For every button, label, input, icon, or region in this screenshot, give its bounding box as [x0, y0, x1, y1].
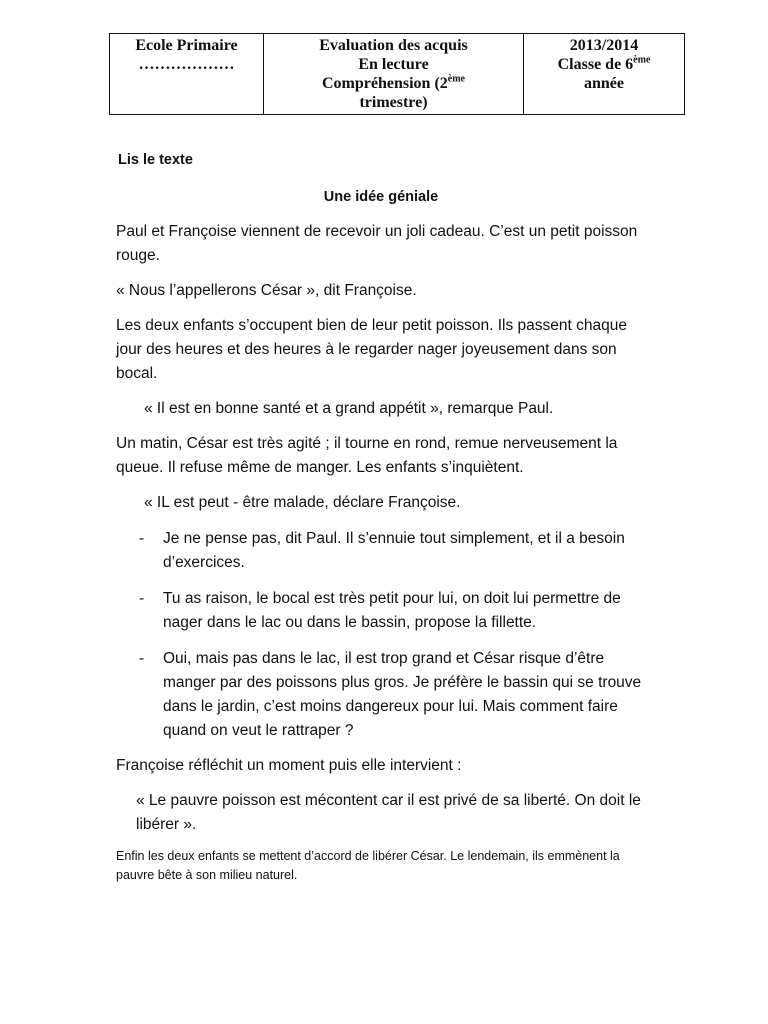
- school-label: Ecole Primaire: [135, 37, 238, 54]
- paragraph-5: Un matin, César est très agité ; il tourne en rond, remue nerveusement la queue. Il refuse même de manger. Les enfants s’inquiètent.: [116, 435, 618, 476]
- ordinal-superscript: ème: [447, 73, 465, 85]
- dialogue-text: Tu as raison, le bocal est très petit pour lui, on doit lui permettre de nager dans le lac ou dans le bassin, propose la fillette.: [163, 590, 621, 631]
- evaluation-title: Evaluation des acquis: [319, 37, 468, 54]
- evaluation-term: trimestre): [359, 94, 428, 111]
- reading-text: [116, 146, 646, 885]
- evaluation-type: Compréhension (2ème: [322, 73, 465, 92]
- dialogue-item: [116, 647, 646, 743]
- ordinal-superscript: ème: [633, 54, 651, 66]
- instruction: Lis le texte: [118, 152, 193, 168]
- dialogue-text: Oui, mais pas dans le lac, il est trop grand et César risque d’être manger par des poissons plus gros. Je préfère le bassin qui se trouve dans le jardin, c’est moins dangereux pour lui. Mais comment faire quand on veut le rattraper ?: [163, 650, 642, 739]
- evaluation-subject: En lecture: [358, 56, 429, 73]
- dash-marker: -: [139, 590, 145, 607]
- paragraph-7: Françoise réfléchit un moment puis elle intervient :: [116, 757, 462, 774]
- header-table: [109, 33, 685, 115]
- dash-marker: -: [139, 530, 145, 547]
- paragraph-3: Les deux enfants s’occupent bien de leur petit poisson. Ils passent chaque jour des heures et des heures à le regarder nager joyeusement dans son bocal.: [116, 317, 627, 382]
- school-name-blank: ………………: [138, 56, 235, 73]
- school-cell: [110, 34, 264, 115]
- paragraph-9: Enfin les deux enfants se mettent d’accord de libérer César. Le lendemain, ils emmènent la pauvre bête à son milieu naturel.: [116, 849, 620, 882]
- paragraph-4: « Il est en bonne santé et a grand appétit », remarque Paul.: [144, 400, 554, 417]
- dialogue-item: [116, 527, 646, 575]
- story-title: Une idée géniale: [323, 189, 439, 205]
- dialogue-list: [116, 527, 646, 743]
- year-class-cell: [524, 34, 685, 115]
- paragraph-2: « Nous l’appellerons César », dit Françoise.: [116, 282, 417, 299]
- evaluation-cell: [264, 34, 524, 115]
- dialogue-item: [116, 587, 646, 635]
- paragraph-6: « IL est peut - être malade, déclare Françoise.: [144, 494, 461, 511]
- paragraph-1: Paul et Françoise viennent de recevoir un joli cadeau. C’est un petit poisson rouge.: [116, 223, 638, 264]
- dialogue-text: Je ne pense pas, dit Paul. Il s’ennuie tout simplement, et il a besoin d’exercices.: [163, 530, 625, 571]
- class-level: Classe de 6ème: [557, 54, 651, 73]
- paragraph-8: « Le pauvre poisson est mécontent car il est privé de sa liberté. On doit le libérer ».: [136, 792, 641, 833]
- class-level-word: année: [584, 75, 624, 92]
- school-year: 2013/2014: [569, 37, 639, 54]
- dash-marker: -: [139, 650, 145, 667]
